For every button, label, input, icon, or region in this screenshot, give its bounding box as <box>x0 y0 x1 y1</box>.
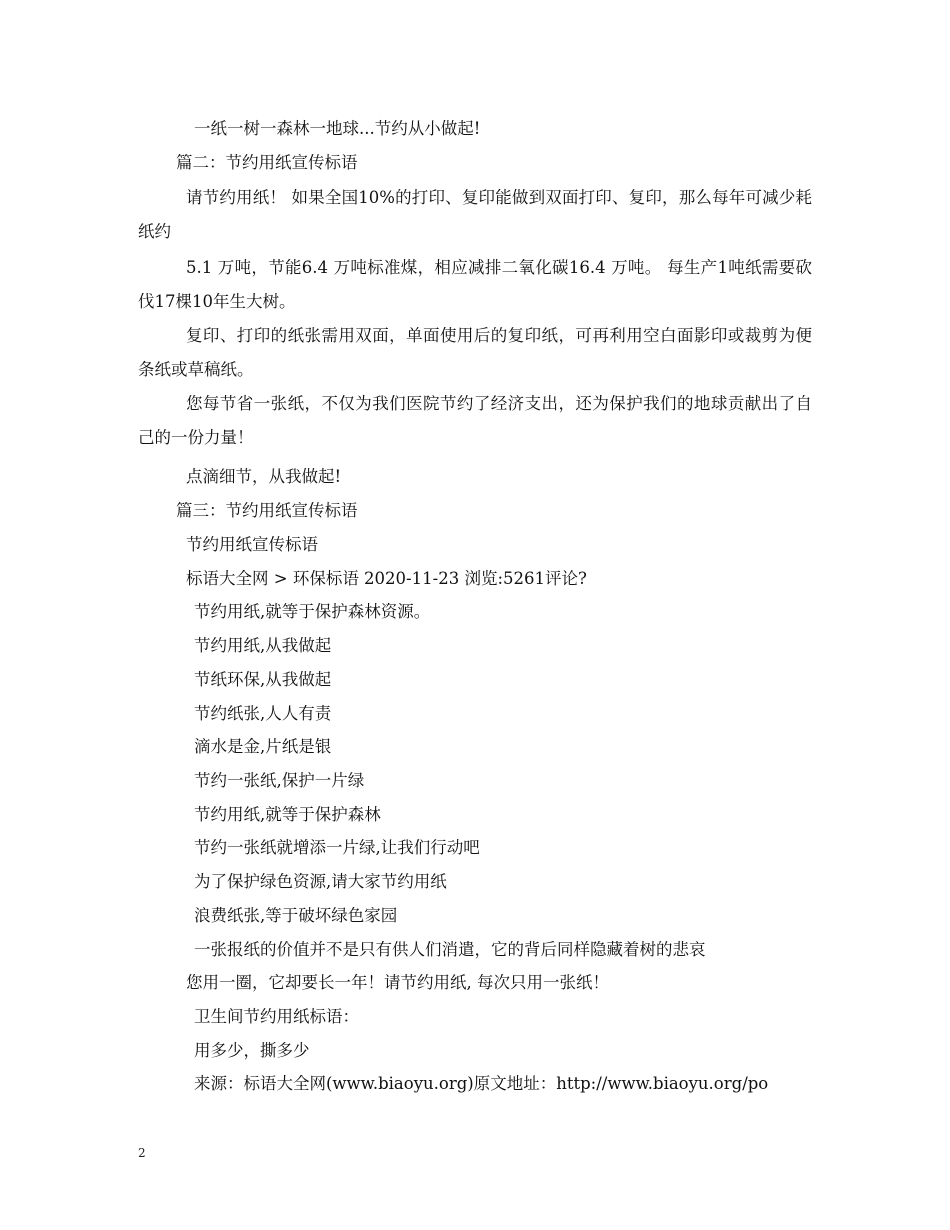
paragraph-statistics: 5.1 万吨，节能6.4 万吨标准煤，相应减排二氧化碳16.4 万吨。 每生产1吨纸需要砍伐17棵10年生大树。 <box>138 258 812 311</box>
section-heading-3: 篇三：节约用纸宣传标语 <box>176 501 358 520</box>
text-line-from-me: 点滴细节，从我做起! <box>186 467 342 486</box>
slogan-item: 节纸环保,从我做起 <box>194 670 332 689</box>
section-heading-2: 篇二：节约用纸宣传标语 <box>176 153 358 172</box>
slogan-item: 您用一圈，它却要长一年！请节约用纸, 每次只用一张纸！ <box>186 973 609 992</box>
source-meta-line: 标语大全网 > 环保标语 2020-11-23 浏览:5261评论? <box>186 569 587 588</box>
slogan-item: 浪费纸张,等于破坏绿色家园 <box>194 906 398 925</box>
page-number: 2 <box>138 1146 146 1160</box>
source-url-line: 来源：标语大全网(www.biaoyu.org)原文地址：http://www.biaoyu.org/po <box>194 1074 769 1093</box>
paragraph-reuse: 复印、打印的纸张需用双面，单面使用后的复印纸，可再利用空白面影印或裁剪为便条纸或草稿纸。 <box>138 326 812 379</box>
slogan-item: 用多少，撕多少 <box>194 1041 310 1060</box>
restroom-slogan-heading: 卫生间节约用纸标语： <box>194 1007 359 1026</box>
slogan-item: 为了保护绿色资源,请大家节约用纸 <box>194 872 447 891</box>
slogan-item: 节约纸张,人人有责 <box>194 704 332 723</box>
slogan-item: 节约一张纸就增添一片绿,让我们行动吧 <box>194 838 480 857</box>
slogan-item: 节约用纸,从我做起 <box>194 636 332 655</box>
slogan-item: 节约一张纸,保护一片绿 <box>194 771 365 790</box>
paragraph-double-sided: 请节约用纸！ 如果全国10%的打印、复印能做到双面打印、复印，那么每年可减少耗纸约 <box>138 188 812 241</box>
subheading-slogans: 节约用纸宣传标语 <box>186 535 318 554</box>
paragraph-contribution: 您每节省一张纸，不仅为我们医院节约了经济支出，还为保护我们的地球贡献出了自己的一份力量！ <box>138 394 812 447</box>
slogan-item: 滴水是金,片纸是银 <box>194 737 332 756</box>
slogan-item: 节约用纸,就等于保护森林资源。 <box>194 602 431 621</box>
text-line-intro: 一纸一树一森林一地球...节约从小做起! <box>194 119 481 138</box>
slogan-item: 一张报纸的价值并不是只有供人们消遣，它的背后同样隐藏着树的悲哀 <box>194 940 706 959</box>
slogan-item: 节约用纸,就等于保护森林 <box>194 805 381 824</box>
